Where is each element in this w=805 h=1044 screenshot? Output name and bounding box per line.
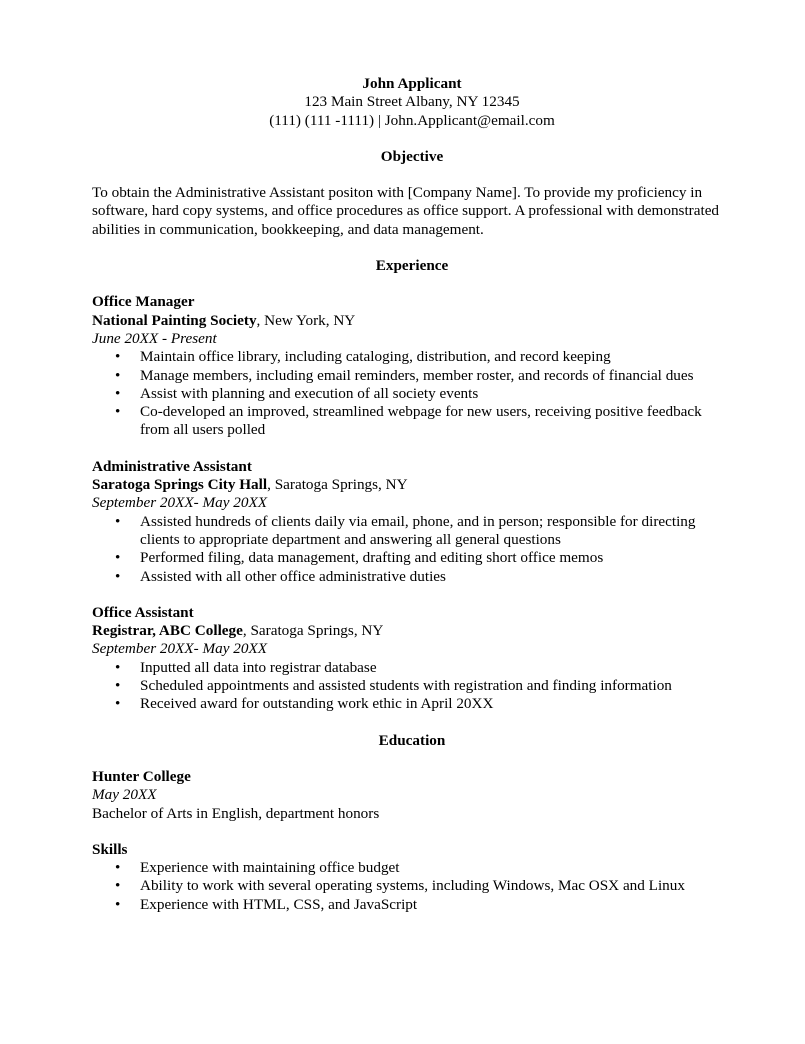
experience-heading: Experience — [375, 257, 449, 275]
list-item-text: Inputted all data into registrar database — [140, 658, 377, 676]
list-item — [92, 348, 732, 366]
list-item — [92, 513, 732, 550]
job-organization: Saratoga Springs City Hall — [92, 476, 268, 494]
list-item-text: Experience with HTML, CSS, and JavaScript — [140, 895, 418, 913]
job-location: , Saratoga Springs, NY — [267, 476, 408, 494]
job-dates: June 20XX - Present — [92, 329, 217, 347]
list-item-text: Experience with maintaining office budget — [140, 859, 400, 877]
bullet-icon: • — [115, 877, 121, 895]
list-item — [92, 659, 732, 677]
job-duties-list — [92, 348, 732, 439]
list-item-text: Assisted hundreds of clients daily via email, phone, and in person; responsible for directing clients to appropriate department and answering all general questions — [140, 512, 696, 548]
list-item-text: Manage members, including email reminders, member roster, and records of financial dues — [140, 366, 694, 384]
list-item — [92, 385, 732, 403]
bullet-icon: • — [115, 403, 121, 421]
job-duties-list — [92, 513, 732, 586]
list-item — [92, 677, 732, 695]
job-duties-list — [92, 659, 732, 714]
list-item — [92, 568, 732, 586]
list-item — [92, 403, 732, 440]
job-organization: National Painting Society — [92, 311, 257, 329]
bullet-icon: • — [115, 549, 121, 567]
job-role: Administrative Assistant — [92, 457, 252, 475]
job-role: Office Manager — [92, 293, 195, 311]
list-item-text: Maintain office library, including cataloging, distribution, and record keeping — [140, 348, 611, 366]
job-dates: September 20XX- May 20XX — [92, 640, 268, 658]
list-item-text: Assisted with all other office administrative duties — [140, 567, 446, 585]
list-item-text: Ability to work with several operating systems, including Windows, Mac OSX and Linux — [140, 877, 685, 895]
objective-heading: Objective — [380, 147, 444, 165]
list-item — [92, 695, 732, 713]
applicant-contact: (111) (111 -1111) | John.Applicant@email.com — [269, 111, 555, 129]
job-employer — [92, 622, 732, 640]
list-item-text: Received award for outstanding work ethic in April 20XX — [140, 695, 494, 713]
bullet-icon: • — [115, 658, 121, 676]
applicant-name: John Applicant — [362, 75, 462, 92]
job-location: , Saratoga Springs, NY — [242, 622, 384, 640]
job-organization: Registrar, ABC College — [92, 622, 243, 640]
job-entry — [92, 458, 732, 586]
skills-heading: Skills — [92, 840, 128, 858]
job-location: , New York, NY — [256, 311, 356, 329]
skills-list — [92, 859, 732, 914]
job-employer — [92, 312, 732, 330]
job-entry — [92, 604, 732, 714]
list-item — [92, 859, 732, 877]
bullet-icon: • — [115, 895, 121, 913]
job-entry — [92, 293, 732, 439]
list-item — [92, 877, 732, 895]
education-heading: Education — [378, 731, 446, 749]
list-item-text: Co-developed an improved, streamlined webpage for new users, receiving positive feedback from all users polled — [140, 403, 702, 439]
degree: Bachelor of Arts in English, department honors — [92, 804, 380, 822]
job-role: Office Assistant — [92, 603, 194, 621]
list-item-text: Scheduled appointments and assisted students with registration and finding information — [140, 677, 672, 695]
bullet-icon: • — [115, 384, 121, 402]
resume-header — [92, 75, 732, 130]
school-name: Hunter College — [92, 767, 191, 785]
applicant-address: 123 Main Street Albany, NY 12345 — [304, 93, 520, 111]
graduation-date: May 20XX — [92, 786, 157, 804]
list-item — [92, 896, 732, 914]
list-item — [92, 549, 732, 567]
bullet-icon: • — [115, 695, 121, 713]
resume-body — [92, 75, 732, 914]
list-item-text: Assist with planning and execution of all society events — [140, 384, 479, 402]
objective-text: To obtain the Administrative Assistant positon with [Company Name]. To provide my proficiency in software, hard copy systems, and office procedures as office support. A professional with demonstrated abilities in communication, bookkeeping, and data management. — [92, 184, 720, 238]
list-item — [92, 367, 732, 385]
bullet-icon: • — [115, 512, 121, 530]
job-employer — [92, 476, 732, 494]
bullet-icon: • — [115, 348, 121, 366]
list-item-text: Performed filing, data management, drafting and editing short office memos — [140, 549, 604, 567]
bullet-icon: • — [115, 859, 121, 877]
bullet-icon: • — [115, 677, 121, 695]
bullet-icon: • — [115, 567, 121, 585]
job-dates: September 20XX- May 20XX — [92, 494, 268, 512]
bullet-icon: • — [115, 366, 121, 384]
